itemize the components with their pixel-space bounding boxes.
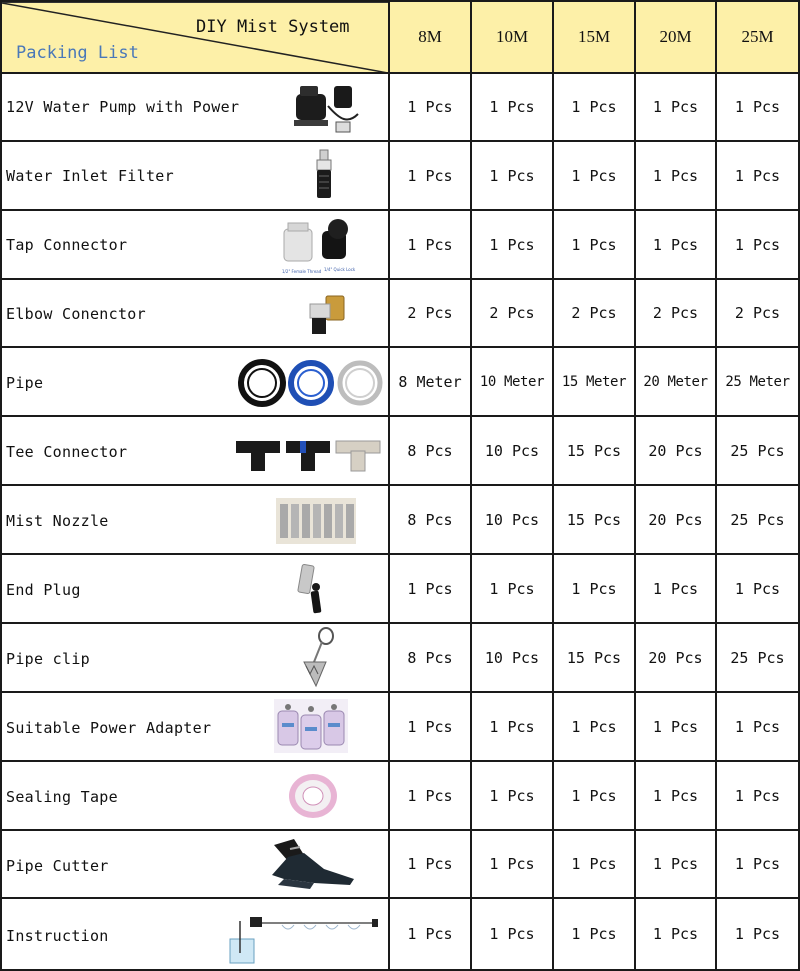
quantity-cell: 1 Pcs <box>407 717 453 736</box>
quantity-cell: 1 Pcs <box>652 717 699 736</box>
table-title: DIY Mist System <box>196 17 350 37</box>
mist-nozzle-icon <box>276 498 356 544</box>
quantity-cell: 1 Pcs <box>571 579 617 598</box>
power-adapter-icon <box>274 699 348 753</box>
quantity-cell: 1 Pcs <box>652 855 699 873</box>
item-name: End Plug <box>6 581 81 599</box>
item-name: Pipe <box>6 374 44 392</box>
quantity-cell: 1 Pcs <box>734 925 781 943</box>
table-row <box>0 762 388 829</box>
quantity-cell: 20 Meter <box>643 373 708 390</box>
svg-text:1/4" Quick Lock: 1/4" Quick Lock <box>324 267 356 272</box>
quantity-cell: 15 Pcs <box>566 441 622 460</box>
item-name: Elbow Conenctor <box>6 305 146 323</box>
quantity-cell: 1 Pcs <box>734 717 781 736</box>
quantity-cell: 25 Pcs <box>730 648 785 667</box>
column-header-15m: 15M <box>554 2 634 72</box>
item-name: Mist Nozzle <box>6 512 109 530</box>
pipe-cutter-icon <box>264 835 356 893</box>
quantity-cell: 1 Pcs <box>489 579 535 598</box>
table-row <box>0 693 388 760</box>
table-row <box>0 555 388 622</box>
quantity-cell: 2 Pcs <box>571 304 617 322</box>
quantity-cell: 2 Pcs <box>652 304 699 322</box>
column-header-10m: 10M <box>472 2 552 72</box>
quantity-cell: 1 Pcs <box>489 925 535 943</box>
quantity-cell: 1 Pcs <box>407 925 453 943</box>
quantity-cell: 1 Pcs <box>571 925 617 943</box>
quantity-cell: 25 Meter <box>725 373 790 390</box>
grid-line <box>0 209 800 211</box>
item-name: Pipe clip <box>6 650 90 668</box>
quantity-cell: 2 Pcs <box>407 304 453 322</box>
quantity-cell: 8 Pcs <box>407 441 453 460</box>
quantity-cell: 2 Pcs <box>489 304 535 322</box>
quantity-cell: 1 Pcs <box>652 579 699 598</box>
item-name: 12V Water Pump with Power <box>6 98 240 116</box>
table-row <box>0 142 388 209</box>
column-header-25m: 25M <box>717 2 798 72</box>
quantity-cell: 20 Pcs <box>648 441 703 460</box>
water-pump-icon <box>288 80 366 136</box>
quantity-cell: 1 Pcs <box>734 579 781 598</box>
quantity-cell: 10 Pcs <box>484 648 540 667</box>
table-row <box>0 280 388 346</box>
item-name: Instruction <box>6 927 109 945</box>
quantity-cell: 1 Pcs <box>734 786 781 805</box>
quantity-cell: 1 Pcs <box>571 717 617 736</box>
grid-line <box>0 622 800 624</box>
quantity-cell: 1 Pcs <box>734 98 781 116</box>
column-header-20m: 20M <box>636 2 715 72</box>
quantity-cell: 1 Pcs <box>571 855 617 873</box>
quantity-cell: 1 Pcs <box>734 166 781 185</box>
table-row <box>0 348 388 415</box>
elbow-connector-icon <box>302 292 352 336</box>
item-name: Tap Connector <box>6 236 128 254</box>
quantity-cell: 1 Pcs <box>652 786 699 805</box>
grid-line <box>0 691 800 693</box>
pipe-clip-icon <box>296 626 340 688</box>
quantity-cell: 25 Pcs <box>730 441 785 460</box>
quantity-cell: 1 Pcs <box>571 98 617 116</box>
quantity-cell: 8 Pcs <box>407 648 453 667</box>
item-name: Water Inlet Filter <box>6 167 174 185</box>
quantity-cell: 1 Pcs <box>407 579 453 598</box>
column-header-8m: 8M <box>390 2 470 72</box>
item-name: Sealing Tape <box>6 788 118 806</box>
quantity-cell: 1 Pcs <box>652 235 699 254</box>
quantity-cell: 15 Pcs <box>566 648 622 667</box>
quantity-cell: 25 Pcs <box>730 510 785 529</box>
quantity-cell: 1 Pcs <box>407 786 453 805</box>
quantity-cell: 1 Pcs <box>652 166 699 185</box>
table-row <box>0 486 388 553</box>
table-row <box>0 624 388 691</box>
quantity-cell: 1 Pcs <box>734 235 781 254</box>
quantity-cell: 10 Meter <box>479 373 545 390</box>
quantity-cell: 1 Pcs <box>407 235 453 254</box>
quantity-cell: 1 Pcs <box>489 166 535 185</box>
quantity-cell: 20 Pcs <box>648 648 703 667</box>
quantity-cell: 1 Pcs <box>571 786 617 805</box>
quantity-cell: 10 Pcs <box>484 441 540 460</box>
item-name: Pipe Cutter <box>6 857 109 875</box>
item-name: Tee Connector <box>6 443 128 461</box>
grid-line <box>0 415 800 417</box>
item-name: Suitable Power Adapter <box>6 719 212 737</box>
quantity-cell: 1 Pcs <box>407 855 453 873</box>
quantity-cell: 1 Pcs <box>571 235 617 254</box>
quantity-cell: 10 Pcs <box>484 510 540 529</box>
end-plug-icon <box>294 561 334 617</box>
grid-line <box>0 553 800 555</box>
quantity-cell: 1 Pcs <box>734 855 781 873</box>
grid-line <box>0 760 800 762</box>
quantity-cell: 8 Pcs <box>407 510 453 529</box>
table-subtitle: Packing List <box>16 43 139 63</box>
table-row <box>0 899 388 969</box>
quantity-cell: 1 Pcs <box>652 925 699 943</box>
grid-line <box>0 278 800 280</box>
quantity-cell: 1 Pcs <box>489 786 535 805</box>
table-row <box>0 831 388 897</box>
quantity-cell: 8 Meter <box>398 372 462 391</box>
grid-line <box>0 897 800 899</box>
quantity-cell: 2 Pcs <box>734 304 781 322</box>
grid-line <box>0 72 800 74</box>
tee-connector-icon <box>234 435 384 473</box>
grid-line <box>0 829 800 831</box>
grid-line <box>0 484 800 486</box>
grid-line <box>0 140 800 142</box>
grid-line <box>0 0 800 2</box>
quantity-cell: 1 Pcs <box>489 855 535 873</box>
table-row <box>0 211 388 278</box>
svg-text:1/2" Female Thread: 1/2" Female Thread <box>282 269 322 274</box>
sealing-tape-icon <box>286 768 340 824</box>
quantity-cell: 1 Pcs <box>407 98 453 116</box>
instruction-diagram-icon <box>226 909 382 965</box>
quantity-cell: 15 Pcs <box>566 510 622 529</box>
inlet-filter-icon <box>312 148 336 204</box>
tap-connector-icon <box>280 217 364 275</box>
quantity-cell: 1 Pcs <box>652 98 699 116</box>
quantity-cell: 1 Pcs <box>489 717 535 736</box>
quantity-cell: 1 Pcs <box>407 166 453 185</box>
quantity-cell: 1 Pcs <box>489 235 535 254</box>
header-corner-cell <box>2 2 388 72</box>
quantity-cell: 15 Meter <box>561 373 627 390</box>
table-row <box>0 417 388 484</box>
quantity-cell: 1 Pcs <box>571 166 617 185</box>
quantity-cell: 20 Pcs <box>648 510 703 529</box>
grid-line <box>0 346 800 348</box>
pipe-coils-icon <box>236 356 386 410</box>
table-row <box>0 74 388 140</box>
quantity-cell: 1 Pcs <box>489 98 535 116</box>
